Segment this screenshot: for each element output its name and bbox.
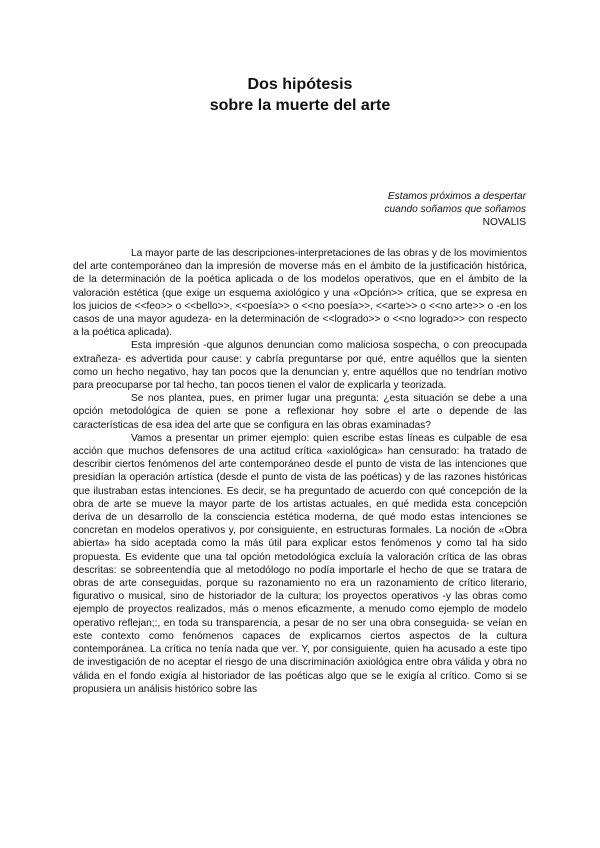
- title-line-1: Dos hipótesis: [247, 76, 353, 93]
- body-text: [73, 247, 527, 696]
- paragraph: Esta impresión -que algunos denuncian como maliciosa sospecha, o con preocupada extrañeza- es advertida pour cause: y cabría preguntarse por qué, entre aquéllos que la sienten como un hecho negativo, hay tan pocos que la denuncian y, entre aquéllos que no tendrían motivo para preocuparse por tal hecho, tan pocos tienen el valor de explicarla y teorizada.: [73, 340, 527, 392]
- paragraph: Se nos plantea, pues, en primer lugar una pregunta: ¿esta situación se debe a una opción metodológica de quien se pone a reflexionar hoy sobre el arte o depende de las características de esa idea del arte que se configura en las obras examinadas?: [73, 393, 527, 431]
- epigraph-quote-line-2: cuando soñamos que soñamos: [384, 204, 526, 215]
- epigraph: [73, 190, 527, 229]
- epigraph-quote-line-1: Estamos próximos a despertar: [387, 191, 526, 202]
- paragraph: La mayor parte de las descripciones-interpretaciones de las obras y de los movimientos del arte contemporáneo dan la impresión de moverse más en el ámbito de la justificación histórica, de la determinación de la poética aplicada o de los modelos operativos, que en el ámbito de la valoración estética (que exige un esquema axiológico y una «Opción>> crítica, que se expresa en los juicios de <<feo>> o <<bello>>, <<poesía>> o <<no poesía>>, <<arte>> o <<no arte>> o -en los casos de una mayor agudeza- en la determinación de <<logrado>> o <<no logrado>> con respecto a la poética aplicada).: [73, 248, 527, 339]
- title-line-2: sobre la muerte del arte: [209, 97, 391, 114]
- paragraph: Vamos a presentar un primer ejemplo: quien escribe estas líneas es culpable de esa acción que muchos defensores de una actitud crítica «axiológica» han censurado: ha tratado de describir ciertos fenómenos del arte contemporáneo desde el punto de vista de las intenciones que presidían la operación artística (desde el punto de vista de las poéticas) y de las razones históricas que ilustraban estas intenciones. Es decir, se ha preguntado de acuerdo con qué concepción de la obra de arte se mueve la mayor parte de los artistas actuales, en qué medida esta concepción deriva de un desarrollo de la consciencia estética moderna, de qué modo estas intenciones se concretan en modelos operativos y, por consiguiente, en estructuras formales. La noción de «Obra abierta» ha sido aceptada como la más útil para explicar estos fenómenos y como tal ha sido propuesta. Es evidente que una tal opción metodológica excluía la valoración crítica de las obras descritas: se sobreentendía que al metodólogo no podía importarle el hecho de que se tratara de obras de arte conseguidas, porque su razonamiento no era un razonamiento de crítico literario, figurativo o musical, sino de historiador de la cultura; los proyectos operativos -y las obras como ejemplo de proyectos realizados, más o menos eficazmente, a menudo como ejemplo de modelo operativo reflejan;:, en toda su transparencia, a pesar de no ser una obra conseguida- se veían en este contexto como fenómenos capaces de explicarnos ciertos aspectos de la cultura contemporánea. La crítica no tenía nada que ver. Y, por consiguiente, quien ha acusado a este tipo de investigación de no aceptar el riesgo de una discriminación axiológica entre obra válida y obra no válida en el fondo exigía al historiador de las poéticas algo que se le exigía al crítico. Como si se propusiera un análisis histórico sobre las: [73, 432, 527, 695]
- document-title: [73, 74, 527, 116]
- epigraph-author: NOVALIS: [482, 217, 526, 228]
